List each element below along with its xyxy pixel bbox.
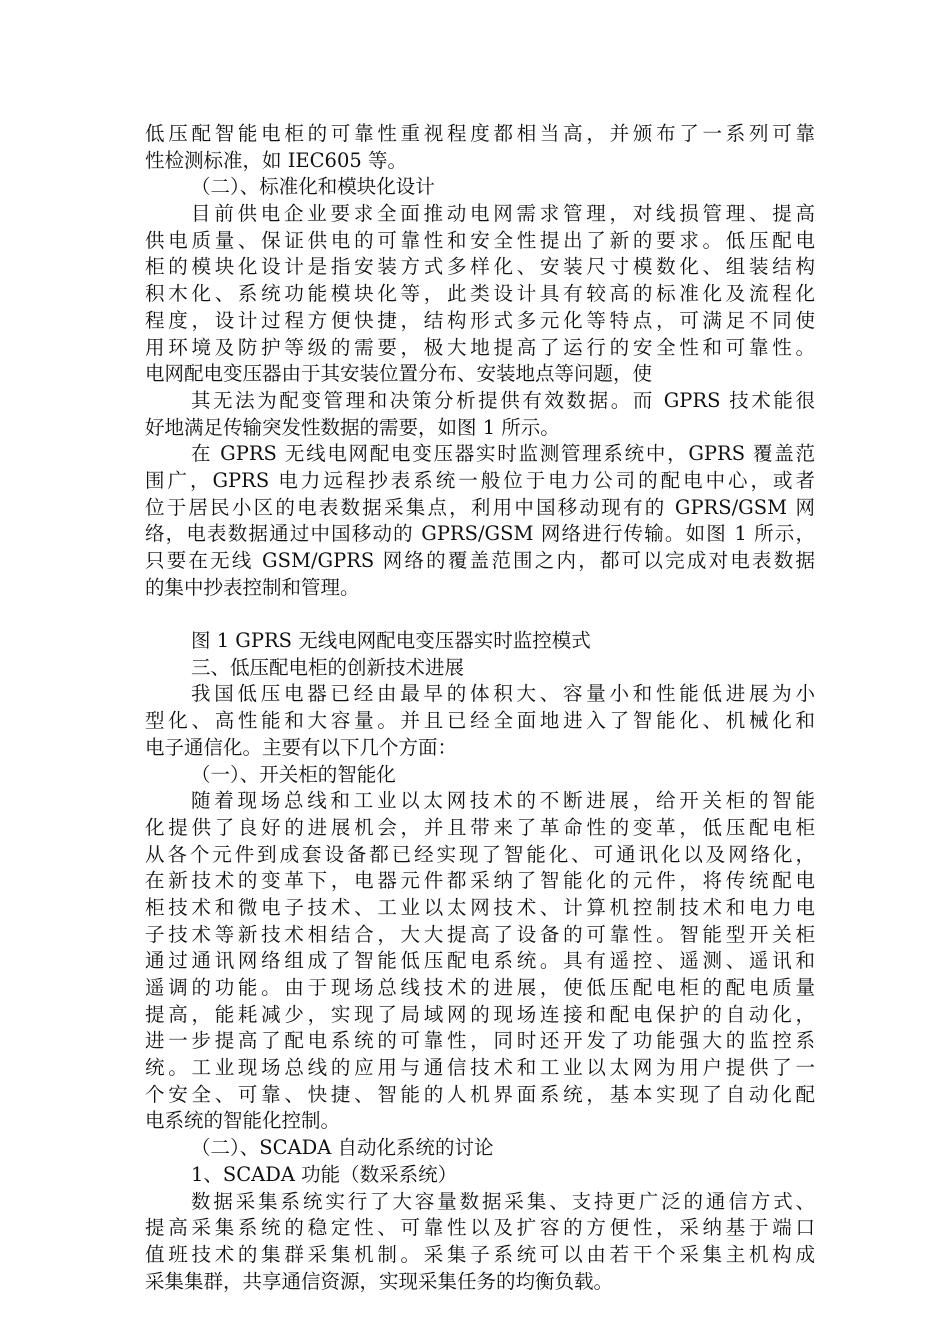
text-line: （二）、标准化和模块化设计 bbox=[191, 175, 435, 199]
paragraph bbox=[145, 121, 815, 174]
blank-line bbox=[145, 601, 815, 628]
section-heading bbox=[145, 762, 815, 789]
text-line: 值班技术的集群采集机制。采集子系统可以由若干个采集主机构成 bbox=[145, 1242, 815, 1266]
text-line: 低压配智能电柜的可靠性重视程度都相当高，并颁布了一系列可靠 bbox=[145, 122, 815, 145]
text-line: 柜的模块化设计是指安装方式多样化、安装尺寸模数化、组装结构 bbox=[145, 255, 815, 279]
text-line: 用环境及防护等级的需要，极大地提高了运行的安全性和可靠性。 bbox=[145, 335, 815, 359]
text-line: 位于居民小区的电表数据采集点，利用中国移动现有的 GPRS/GSM 网 bbox=[145, 495, 815, 519]
text-line: 好地满足传输突发性数据的需要，如图 1 所示。 bbox=[145, 415, 560, 439]
text-line: 电子通信化。主要有以下几个方面： bbox=[145, 735, 458, 759]
text-line: 提高，能耗减少，实现了局域网的现场连接和配电保护的自动化， bbox=[145, 1002, 815, 1026]
text-line: 提高采集系统的稳定性、可靠性以及扩容的方便性，采纳基于端口 bbox=[145, 1216, 815, 1240]
text-line: 柜技术和微电子技术、工业以太网技术、计算机控制技术和电力电 bbox=[145, 895, 815, 919]
text-line: 进一步提高了配电系统的可靠性，同时还开发了功能强大的监控系 bbox=[145, 1029, 815, 1053]
text-line: （一）、开关柜的智能化 bbox=[191, 762, 396, 786]
text-line: 在 GPRS 无线电网配电变压器实时监测管理系统中，GPRS 覆盖范 bbox=[191, 442, 815, 466]
text-line: 围广，GPRS 电力远程抄表系统一般位于电力公司的配电中心，或者 bbox=[145, 468, 815, 492]
text-line: 程度，设计过程方便快捷，结构形式多元化等特点，可满足不同使 bbox=[145, 308, 815, 332]
text-line: 三、低压配电柜的创新技术进展 bbox=[191, 655, 465, 679]
text-line: 只要在无线 GSM/GPRS 网络的覆盖范围之内，都可以完成对电表数据 bbox=[145, 549, 815, 572]
section-heading bbox=[145, 1135, 815, 1162]
text-line: 目前供电企业要求全面推动电网需求管理，对线损管理、提高 bbox=[191, 202, 815, 226]
text-line: 数据采集系统实行了大容量数据采集、支持更广泛的通信方式、 bbox=[191, 1189, 815, 1213]
text-line: 通过通讯网络组成了智能低压配电系统。具有遥控、遥测、遥讯和 bbox=[145, 949, 815, 973]
text-line: 个安全、可靠、快捷、智能的人机界面系统，基本实现了自动化配 bbox=[145, 1082, 815, 1106]
paragraph bbox=[145, 681, 815, 761]
section-heading bbox=[145, 174, 815, 201]
text-line: 络，电表数据通过中国移动的 GPRS/GSM 网络进行传输。如图 1 所示， bbox=[145, 522, 815, 546]
document-body bbox=[145, 121, 815, 1295]
text-line: 1、SCADA 功能（数采系统） bbox=[191, 1162, 458, 1186]
text-line: 图 1 GPRS 无线电网配电变压器实时监控模式 bbox=[191, 629, 591, 653]
text-line: 型化、高性能和大容量。并且已经全面地进入了智能化、机械化和 bbox=[145, 709, 815, 733]
text-line: 统。工业现场总线的应用与通信技术和工业以太网为用户提供了一 bbox=[145, 1056, 815, 1080]
text-line: 从各个元件到成套设备都已经实现了智能化、可通讯化以及网络化， bbox=[145, 842, 815, 866]
text-line: 遥调的功能。由于现场总线技术的进展，使低压配电柜的配电质量 bbox=[145, 976, 815, 999]
section-heading bbox=[145, 628, 815, 655]
text-line: 随着现场总线和工业以太网技术的不断进展，给开关柜的智能 bbox=[191, 789, 815, 813]
paragraph bbox=[145, 201, 815, 388]
paragraph bbox=[145, 388, 815, 441]
text-line: 其无法为配变管理和决策分析提供有效数据。而 GPRS 技术能很 bbox=[191, 388, 815, 412]
paragraph bbox=[145, 788, 815, 1135]
text-line: 性检测标准，如 IEC605 等。 bbox=[145, 148, 407, 172]
text-line: 的集中抄表控制和管理。 bbox=[145, 575, 360, 599]
paragraph bbox=[145, 441, 815, 601]
text-line: 化提供了良好的进展机会，并且带来了革命性的变革，低压配电柜 bbox=[145, 815, 815, 839]
paragraph bbox=[145, 1189, 815, 1296]
text-line: 电网配电变压器由于其安装位置分布、安装地点等问题，使 bbox=[145, 362, 653, 386]
text-line: 电系统的智能化控制。 bbox=[145, 1109, 341, 1133]
text-line: 采集集群，共享通信资源，实现采集任务的均衡负载。 bbox=[145, 1269, 614, 1293]
text-line: （二）、SCADA 自动化系统的讨论 bbox=[191, 1136, 494, 1160]
text-line: 在新技术的变革下，电器元件都采纳了智能化的元件，将传统配电 bbox=[145, 869, 815, 893]
text-line: 供电质量、保证供电的可靠性和安全性提出了新的要求。低压配电 bbox=[145, 228, 815, 252]
section-heading bbox=[145, 655, 815, 682]
section-heading bbox=[145, 1162, 815, 1189]
text-line: 积木化、系统功能模块化等，此类设计具有较高的标准化及流程化 bbox=[145, 282, 815, 306]
text-line: 子技术等新技术相结合，大大提高了设备的可靠性。智能型开关柜 bbox=[145, 922, 815, 946]
text-line: 我国低压电器已经由最早的体积大、容量小和性能低进展为小 bbox=[191, 682, 815, 706]
